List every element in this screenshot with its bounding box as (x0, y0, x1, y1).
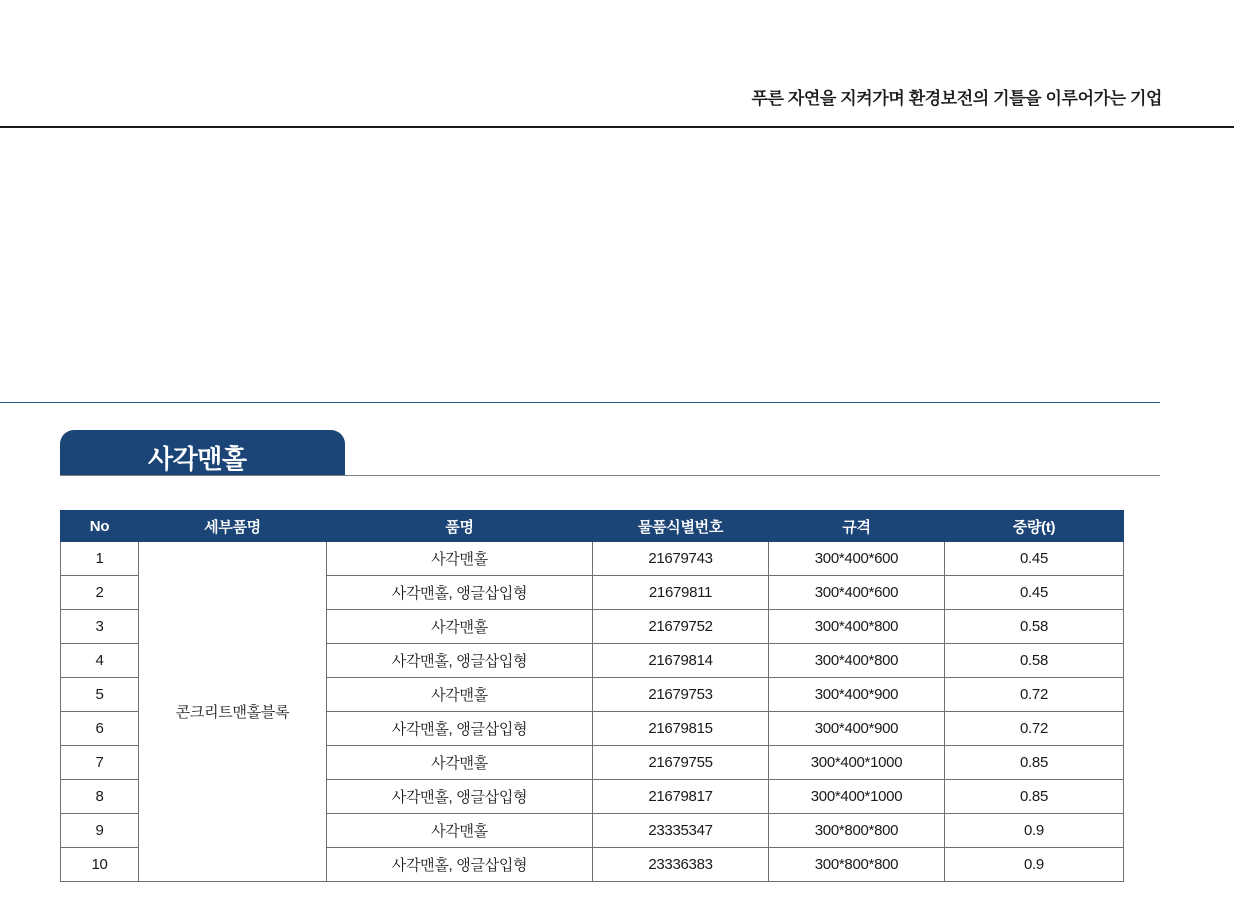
cell-name: 사각맨홀, 앵글삽입형 (327, 576, 593, 610)
spec-table (60, 510, 1124, 882)
page-header (0, 0, 1234, 130)
cell-no: 5 (61, 678, 139, 712)
cell-name: 사각맨홀, 앵글삽입형 (327, 712, 593, 746)
cell-no: 4 (61, 644, 139, 678)
cell-spec: 300*400*1000 (769, 746, 945, 780)
cell-spec: 300*400*600 (769, 576, 945, 610)
table-row (61, 542, 1124, 576)
cell-spec: 300*800*800 (769, 848, 945, 882)
cell-no: 8 (61, 780, 139, 814)
cell-id: 23336383 (593, 848, 769, 882)
cell-id: 21679817 (593, 780, 769, 814)
cell-no: 3 (61, 610, 139, 644)
cell-name: 사각맨홀, 앵글삽입형 (327, 644, 593, 678)
cell-spec: 300*400*800 (769, 644, 945, 678)
cell-spec: 300*800*800 (769, 814, 945, 848)
section-title (60, 430, 1134, 476)
column-header-name: 품명 (327, 511, 593, 542)
cell-subname-merged: 콘크리트맨홀블록 (139, 542, 327, 882)
cell-name: 사각맨홀, 앵글삽입형 (327, 780, 593, 814)
spec-table-wrapper (60, 510, 1123, 882)
cell-no: 10 (61, 848, 139, 882)
cell-name: 사각맨홀 (327, 610, 593, 644)
cell-id: 21679814 (593, 644, 769, 678)
cell-weight: 0.9 (945, 814, 1124, 848)
header-tagline: 푸른 자연을 지켜가며 환경보전의 기틀을 이루어가는 기업 (751, 89, 1162, 108)
cell-name: 사각맨홀, 앵글삽입형 (327, 848, 593, 882)
cell-name: 사각맨홀 (327, 814, 593, 848)
column-header-spec: 규격 (769, 511, 945, 542)
cell-weight: 0.72 (945, 712, 1124, 746)
cell-spec: 300*400*900 (769, 712, 945, 746)
cell-id: 21679815 (593, 712, 769, 746)
column-header-subname: 세부품명 (139, 511, 327, 542)
cell-weight: 0.9 (945, 848, 1124, 882)
cell-no: 7 (61, 746, 139, 780)
column-header-weight: 중량(t) (945, 511, 1124, 542)
cell-id: 21679753 (593, 678, 769, 712)
column-header-id: 물품식별번호 (593, 511, 769, 542)
cell-weight: 0.58 (945, 610, 1124, 644)
cell-no: 1 (61, 542, 139, 576)
cell-no: 2 (61, 576, 139, 610)
cell-spec: 300*400*600 (769, 542, 945, 576)
cell-spec: 300*400*800 (769, 610, 945, 644)
cell-weight: 0.45 (945, 576, 1124, 610)
content-divider (0, 402, 1160, 403)
cell-name: 사각맨홀 (327, 746, 593, 780)
header-divider (0, 126, 1234, 128)
cell-no: 9 (61, 814, 139, 848)
section-title-underline (60, 475, 1160, 476)
cell-no: 6 (61, 712, 139, 746)
cell-id: 23335347 (593, 814, 769, 848)
cell-name: 사각맨홀 (327, 678, 593, 712)
cell-name: 사각맨홀 (327, 542, 593, 576)
cell-weight: 0.45 (945, 542, 1124, 576)
cell-weight: 0.85 (945, 780, 1124, 814)
cell-spec: 300*400*1000 (769, 780, 945, 814)
cell-weight: 0.72 (945, 678, 1124, 712)
cell-spec: 300*400*900 (769, 678, 945, 712)
cell-id: 21679752 (593, 610, 769, 644)
cell-id: 21679743 (593, 542, 769, 576)
cell-id: 21679811 (593, 576, 769, 610)
table-header-row (61, 511, 1124, 542)
cell-weight: 0.85 (945, 746, 1124, 780)
column-header-no: No (61, 511, 139, 542)
cell-id: 21679755 (593, 746, 769, 780)
section-title-label: 사각맨홀 (148, 444, 247, 474)
cell-weight: 0.58 (945, 644, 1124, 678)
